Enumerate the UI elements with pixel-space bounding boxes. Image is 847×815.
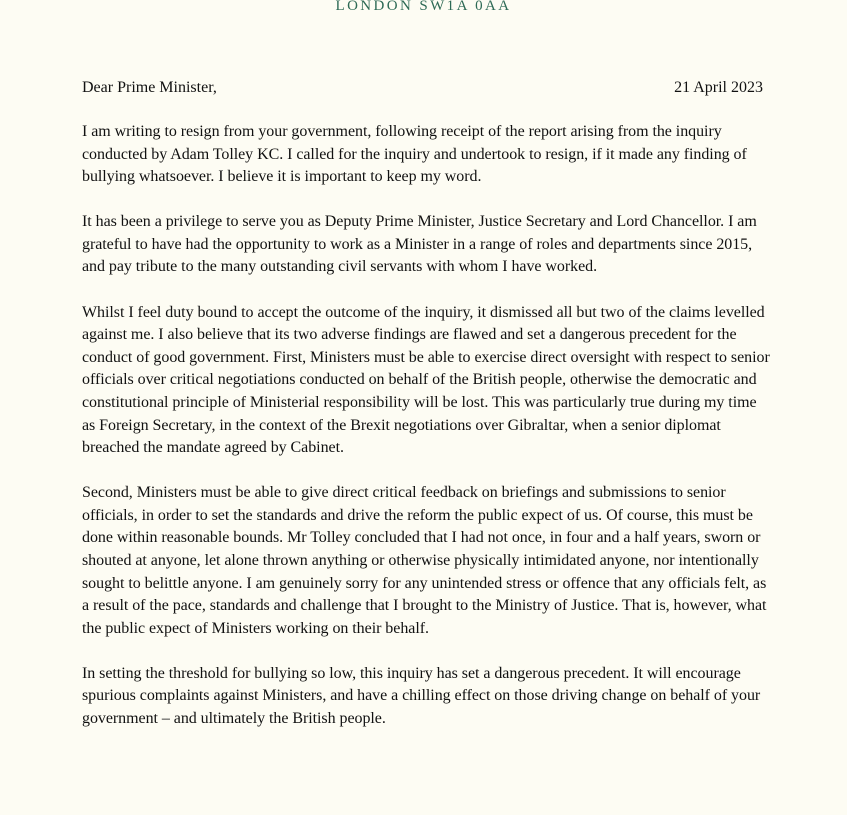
paragraph-precedent: In setting the threshold for bullying so low, this inquiry has set a dangerous precedent. It will encourage spurious complaints against Ministers, and have a chilling effect on those driving change on behalf of your government – and ultimately the British people. <box>82 664 761 728</box>
paragraph-privilege: It has been a privilege to serve you as Deputy Prime Minister, Justice Secretary and Lord Chancellor. I am grateful to have had the opportunity to work as a Minister in a range of roles and departments since 2015, and pay tribute to the many outstanding civil servants with whom I have worked. <box>82 213 757 276</box>
paragraph-resignation: I am writing to resign from your government, following receipt of the report arising from the inquiry conducted by Adam Tolley KC. I called for the inquiry and undertook to resign, if it made any finding of bullying whatsoever. I believe it is important to keep my word. <box>82 123 747 186</box>
letterhead-address: LONDON SW1A 0AA <box>335 0 512 14</box>
paragraph-feedback: Second, Ministers must be able to give direct critical feedback on briefings and submissions to senior officials, in order to set the standards and drive the reform the public expect of us. Of course, this must be done within reasonable bounds. Mr Tolley concluded that I had not once, in four and a half years, sworn or shouted at anyone, let alone thrown anything or otherwise physically intimidated anyone, nor intentionally sought to belittle anyone. I am genuinely sorry for any unintended stress or offence that any officials felt, as a result of the pace, standards and challenge that I brought to the Ministry of Justice. That is, however, what the public expect of Ministers working on their behalf. <box>82 484 767 637</box>
salutation: Dear Prime Minister, <box>82 79 217 96</box>
letter-body <box>82 121 772 753</box>
letter-date: 21 April 2023 <box>674 79 763 96</box>
paragraph-inquiry-findings: Whilst I feel duty bound to accept the outcome of the inquiry, it dismissed all but two of the claims levelled against me. I also believe that its two adverse findings are flawed and set a dangerous precedent for the conduct of good government. First, Ministers must be able to exercise direct oversight with respect to senior officials over critical negotiations conducted on behalf of the British people, otherwise the democratic and constitutional principle of Ministerial responsibility will be lost. This was particularly true during my time as Foreign Secretary, in the context of the Brexit negotiations over Gibraltar, when a senior diplomat breached the mandate agreed by Cabinet. <box>82 303 770 457</box>
